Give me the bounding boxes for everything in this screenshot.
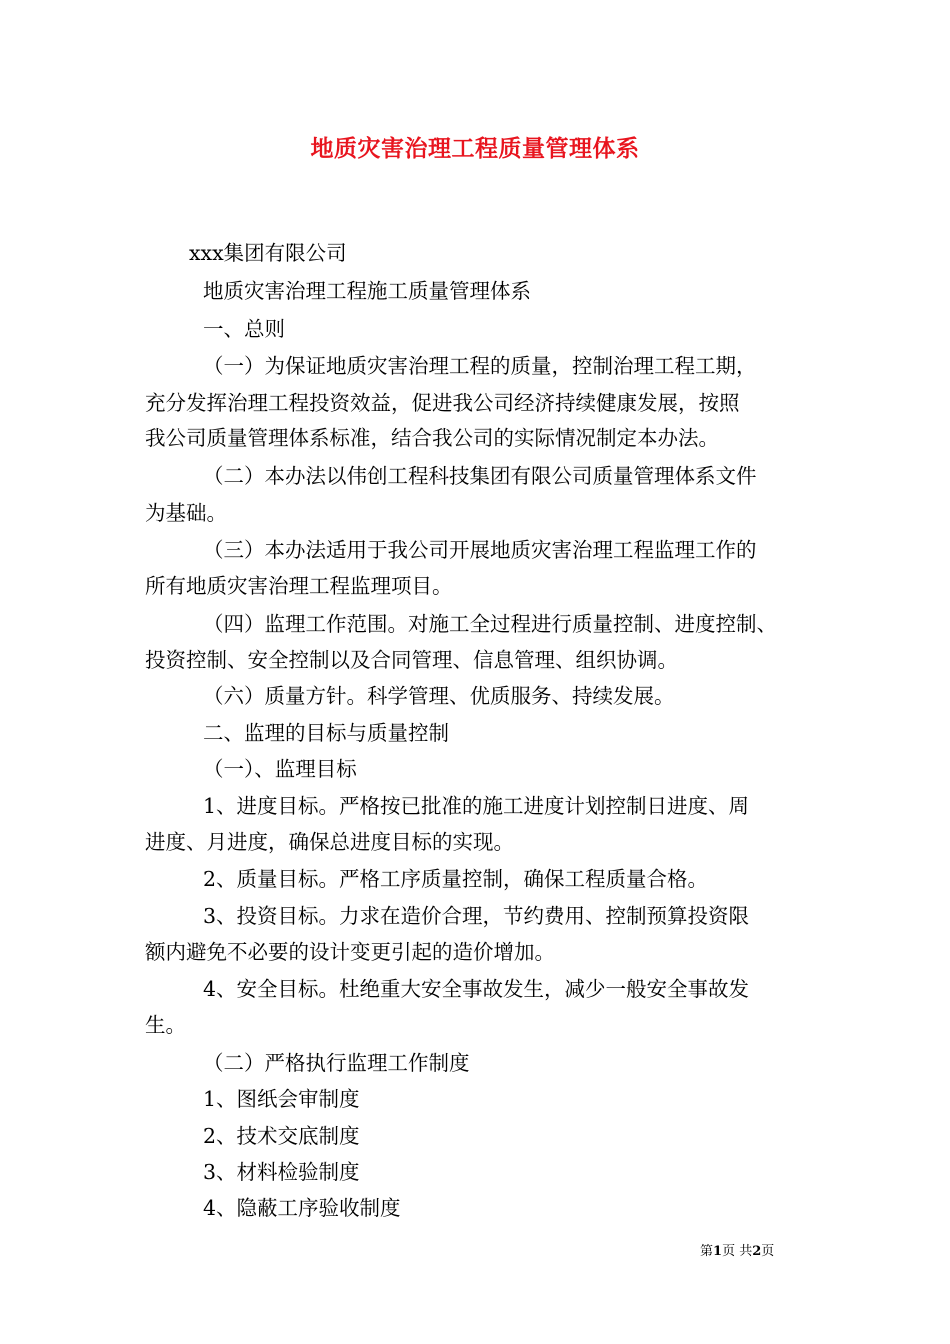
paragraph-line: 2、质量目标。严格工序质量控制，确保工程质量合格。: [203, 867, 709, 891]
subsection-heading: （二）严格执行监理工作制度: [203, 1051, 470, 1075]
paragraph-line: 我公司质量管理体系标准，结合我公司的实际情况制定本办法。: [145, 426, 719, 450]
paragraph-line: 额内避免不必要的设计变更引起的造价增加。: [145, 940, 555, 964]
paragraph-line: 充分发挥治理工程投资效益，促进我公司经济持续健康发展，按照: [145, 391, 740, 415]
list-item: 4、隐蔽工序验收制度: [203, 1196, 401, 1220]
paragraph-line: （六）质量方针。科学管理、优质服务、持续发展。: [203, 684, 675, 708]
paragraph-line: 生。: [145, 1013, 186, 1037]
subsection-heading: （一）、监理目标: [203, 757, 357, 781]
footer-suffix: 页: [761, 1244, 775, 1259]
paragraph-line: 3、投资目标。力求在造价合理，节约费用、控制预算投资限: [203, 904, 750, 928]
list-item: 2、技术交底制度: [203, 1124, 360, 1148]
paragraph-line: （四）监理工作范围。对施工全过程进行质量控制、进度控制、: [203, 612, 777, 636]
list-item: 1、图纸会审制度: [203, 1087, 360, 1111]
page-footer: [700, 1243, 774, 1261]
paragraph-line: （三）本办法适用于我公司开展地质灾害治理工程监理工作的: [203, 538, 757, 562]
paragraph-line: 所有地质灾害治理工程监理项目。: [145, 574, 453, 598]
footer-prefix: 第: [700, 1244, 714, 1259]
footer-total-pages: 2: [752, 1244, 762, 1259]
section-heading-targets: 二、监理的目标与质量控制: [203, 721, 449, 745]
paragraph-line: 进度、月进度，确保总进度目标的实现。: [145, 830, 514, 854]
list-item: 3、材料检验制度: [203, 1160, 360, 1184]
paragraph-line: 为基础。: [145, 501, 227, 525]
footer-middle: 页 共: [722, 1244, 753, 1259]
document-title: 地质灾害治理工程质量管理体系: [310, 135, 640, 162]
footer-current-page: 1: [713, 1244, 723, 1259]
paragraph-line: 投资控制、安全控制以及合同管理、信息管理、组织协调。: [145, 648, 678, 672]
section-heading-general: 一、总则: [203, 317, 285, 341]
paragraph-line: 1、进度目标。严格按已批准的施工进度计划控制日进度、周: [203, 794, 750, 818]
paragraph-line: （二）本办法以伟创工程科技集团有限公司质量管理体系文件: [203, 464, 757, 488]
paragraph-line: 4、安全目标。杜绝重大安全事故发生，减少一般安全事故发: [203, 977, 750, 1001]
subtitle-line: 地质灾害治理工程施工质量管理体系: [203, 279, 531, 303]
paragraph-line: （一）为保证地质灾害治理工程的质量，控制治理工程工期，: [203, 354, 757, 378]
company-name-line: xxx集团有限公司: [189, 241, 347, 265]
